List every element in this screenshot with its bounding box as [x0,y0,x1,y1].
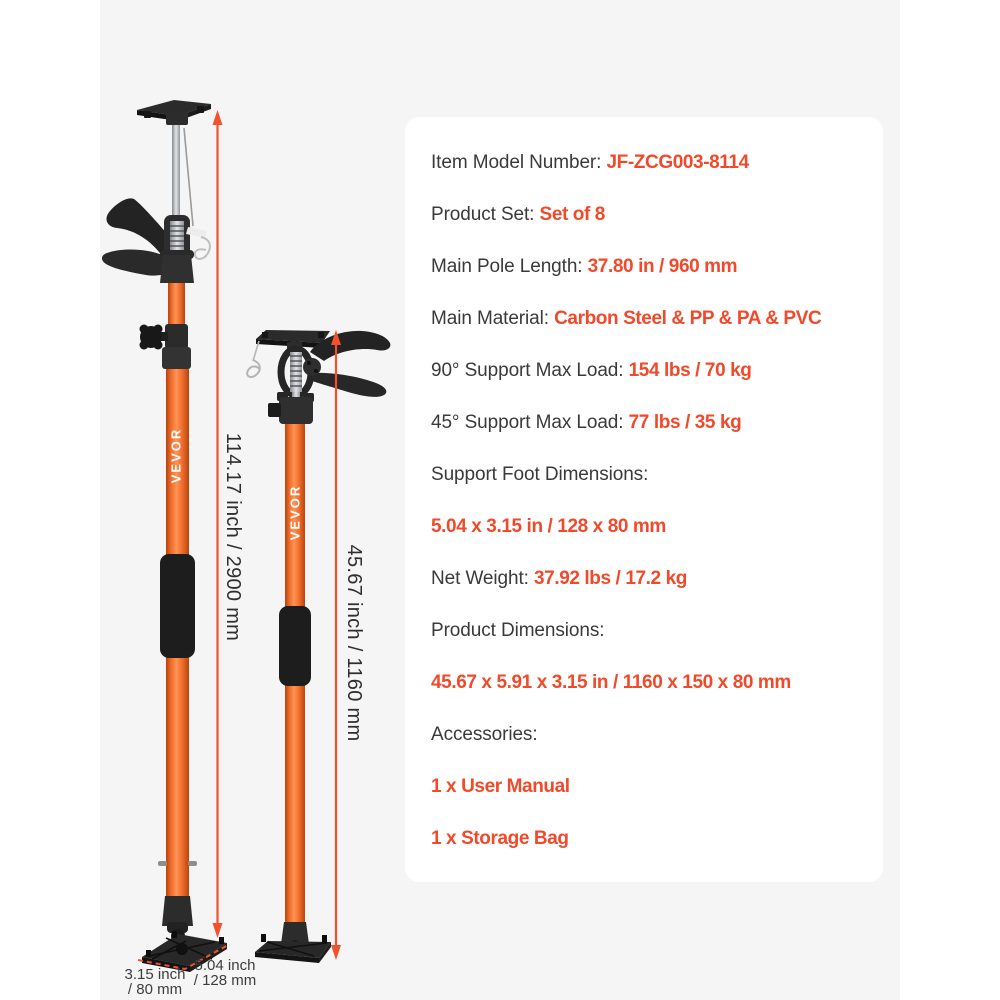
spec-main-material [431,293,875,345]
spec-value: 1 x Storage Bag [431,828,569,849]
spec-label: 45° Support Max Load: [431,412,629,433]
tall-pole-height-label: 114.17 inch / 2900 mm [222,432,244,642]
spec-support-foot-dimensions-value [431,501,875,553]
spec-accessory-storage-bag [431,813,875,865]
arrow-up-icon [213,110,223,125]
arrow-down-icon [331,945,341,960]
spec-label: Product Set: [431,204,540,225]
foot-width-line1: 3.15 inch [124,966,186,983]
spec-main-pole-length [431,241,875,293]
spec-support-foot-dimensions [431,449,875,501]
short-pole-height-label: 45.67 inch / 1160 mm [343,544,365,742]
spec-label: Net Weight: [431,568,534,589]
short-pole-release-lever [312,373,386,397]
spec-90-support-max-load [431,345,875,397]
spec-product-dimensions [431,605,875,657]
short-pole-lock-bolt [268,403,281,417]
spec-label: Support Foot Dimensions: [431,464,649,485]
spec-label: Product Dimensions: [431,620,605,641]
foot-depth-line1: 5.04 inch [194,957,256,974]
short-pole-foam-grip [279,606,311,686]
tall-pole [102,100,227,972]
spec-label: Main Pole Length: [431,256,588,277]
spec-accessory-user-manual [431,761,875,813]
foot-width-line2: / 80 mm [127,981,183,998]
spec-product-dimensions-value [431,657,875,709]
spec-value: 37.92 lbs / 17.2 kg [534,568,687,589]
spec-value: JF-ZCG003-8114 [606,152,749,173]
spec-45-support-max-load [431,397,875,449]
spec-card [405,117,883,882]
tall-pole-safety-pin [195,237,210,259]
tall-pole-screw-rod [172,125,180,220]
arrow-down-icon [213,923,223,938]
spec-net-weight [431,553,875,605]
spec-value: Carbon Steel & PP & PA & PVC [554,308,822,329]
foot-depth-label [182,958,268,988]
spec-label: Item Model Number: [431,152,607,173]
spec-value: Set of 8 [539,204,605,225]
spec-label: Main Material: [431,308,555,329]
vevor-logo-short-pole: VEVOR [287,484,303,541]
spec-value: 154 lbs / 70 kg [628,360,752,381]
spec-list [431,137,875,865]
tall-pole-foam-grip [160,554,195,658]
spec-value: 5.04 x 3.15 in / 128 x 80 mm [431,516,666,537]
spec-accessories [431,709,875,761]
spec-label: Accessories: [431,724,538,745]
spec-product-set [431,189,875,241]
spec-value: 1 x User Manual [431,776,570,797]
spec-value: 37.80 in / 960 mm [587,256,738,277]
vevor-logo-tall-pole: VEVOR [168,427,184,484]
spec-label: 90° Support Max Load: [431,360,629,381]
spec-item-model-number [431,137,875,189]
spec-value: 77 lbs / 35 kg [628,412,742,433]
spec-value: 45.67 x 5.91 x 3.15 in / 1160 x 150 x 80 mm [431,672,791,693]
short-pole [247,330,390,963]
short-pole-safety-pin [247,360,260,377]
foot-depth-line2: / 128 mm [193,972,257,989]
